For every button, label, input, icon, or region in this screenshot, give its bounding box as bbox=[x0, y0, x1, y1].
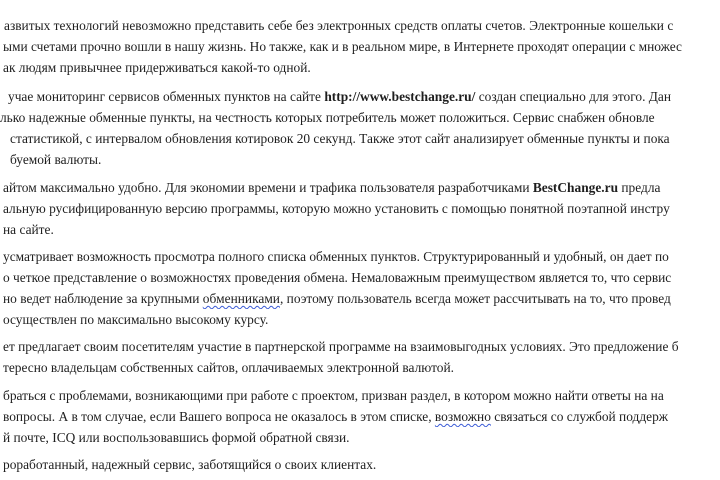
paragraph-2 bbox=[0, 86, 720, 170]
paragraph-7 bbox=[0, 454, 720, 475]
text-line: азвитых технологий невозможно представить себе без электронных средств оплаты счетов. Электронные кошельки с bbox=[4, 18, 674, 33]
text-line: ыми счетами прочно вошли в нашу жизнь. Но также, как и в реальном мире, в Интернете проходят операции с множес bbox=[3, 39, 682, 54]
text-line: айтом максимально удобно. Для экономии времени и трафика пользователя разработчиками BestChange.ru предла bbox=[3, 180, 661, 195]
spellcheck-word: возможно bbox=[434, 409, 491, 424]
spellcheck-word: обменниками bbox=[202, 291, 280, 306]
text-line: й почте, ICQ или воспользовавшись формой обратной связи. bbox=[3, 430, 350, 445]
text-line: лько надежные обменные пункты, на честность которых потребитель может положиться. Сервис снабжен обновле bbox=[0, 110, 655, 125]
text-line: усматривает возможность просмотра полного списка обменных пунктов. Структурированный и удобный, он дает по bbox=[3, 249, 669, 264]
text-line: ак людям привычнее придерживаться какой-то одной. bbox=[3, 60, 311, 75]
page-edge bbox=[714, 0, 720, 480]
text-line: на сайте. bbox=[3, 222, 54, 237]
text-line: осуществлен по максимально высокому курсу. bbox=[3, 312, 269, 327]
text-line: альную русифицированную версию программы, которую можно установить с помощью понятной поэтапной инстру bbox=[3, 201, 670, 216]
text-line: о четкое представление о возможностях проведения обмена. Немаловажным преимуществом является то, что сервис bbox=[3, 270, 672, 285]
paragraph-5 bbox=[0, 336, 720, 378]
text-line: буемой валюты. bbox=[10, 152, 102, 167]
text-line: ет предлагает своим посетителям участие в партнерской программе на взаимовыгодных условиях. Это предложение б bbox=[3, 339, 679, 354]
bestchange-brand: BestChange.ru bbox=[532, 180, 619, 195]
text-line: учае мониторинг сервисов обменных пунктов на сайте http://www.bestchange.ru/ создан специально для этого. Дан bbox=[8, 89, 672, 104]
text-line: браться с проблемами, возникающими при работе с проектом, призван раздел, в котором можно найти ответы на на bbox=[3, 388, 664, 403]
paragraph-3 bbox=[0, 177, 720, 240]
paragraph-4 bbox=[0, 246, 720, 330]
paragraph-6 bbox=[0, 385, 720, 448]
text-line: статистикой, с интервалом обновления котировок 20 секунд. Также этот сайт анализирует обменные пункты и пока bbox=[10, 131, 670, 146]
text-line: но ведет наблюдение за крупными обменниками, поэтому пользователь всегда может рассчитывать на то, что провед bbox=[3, 291, 671, 306]
text-line: роработанный, надежный сервис, заботящийся о своих клиентах. bbox=[3, 457, 377, 472]
bestchange-url: http://www.bestchange.ru/ bbox=[324, 89, 476, 104]
text-line: тересно владельцам собственных сайтов, оплачиваемых электронной валютой. bbox=[3, 360, 454, 375]
text-line: вопросы. А в том случае, если Вашего вопроса не оказалось в этом списке, возможно связаться со службой поддерж bbox=[3, 409, 669, 424]
paragraph-1 bbox=[0, 15, 720, 78]
